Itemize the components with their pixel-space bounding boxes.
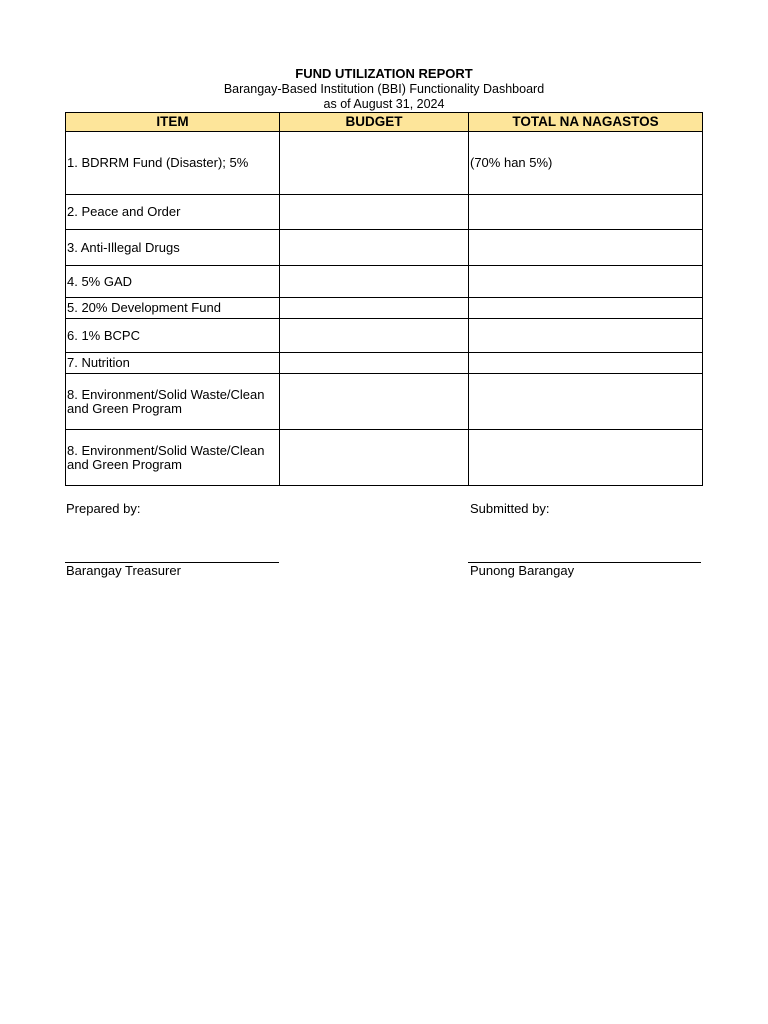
prepared-by-label: Prepared by: <box>66 501 141 516</box>
total-cell <box>469 195 703 230</box>
column-header-budget: BUDGET <box>280 113 469 132</box>
table-header-row <box>66 113 703 132</box>
budget-cell <box>280 230 469 266</box>
total-cell <box>469 353 703 374</box>
item-cell: 6. 1% BCPC <box>66 319 280 353</box>
report-date: as of August 31, 2024 <box>323 97 445 111</box>
budget-cell <box>280 374 469 430</box>
item-cell: 8. Environment/Solid Waste/Clean and Green Program <box>66 430 280 486</box>
item-cell: 3. Anti-Illegal Drugs <box>66 230 280 266</box>
total-cell <box>469 374 703 430</box>
table-row <box>66 374 703 430</box>
budget-cell <box>280 298 469 319</box>
budget-cell <box>280 266 469 298</box>
table-row <box>66 132 703 195</box>
total-cell <box>469 319 703 353</box>
item-cell: 7. Nutrition <box>66 353 280 374</box>
total-cell <box>469 430 703 486</box>
total-cell <box>469 298 703 319</box>
table-row <box>66 319 703 353</box>
item-cell: 2. Peace and Order <box>66 195 280 230</box>
table-row <box>66 266 703 298</box>
submitted-by-label: Submitted by: <box>470 501 550 516</box>
item-cell: 4. 5% GAD <box>66 266 280 298</box>
item-cell: 8. Environment/Solid Waste/Clean and Green Program <box>66 374 280 430</box>
table-row <box>66 230 703 266</box>
budget-cell <box>280 430 469 486</box>
item-cell: 5. 20% Development Fund <box>66 298 280 319</box>
budget-cell <box>280 132 469 195</box>
submitted-role-label: Punong Barangay <box>470 563 575 578</box>
prepared-role-label: Barangay Treasurer <box>66 563 181 578</box>
table-row <box>66 298 703 319</box>
total-cell <box>469 266 703 298</box>
fund-utilization-table <box>65 112 703 486</box>
total-cell <box>469 230 703 266</box>
item-cell: 1. BDRRM Fund (Disaster); 5% <box>66 132 280 195</box>
table-row <box>66 195 703 230</box>
budget-cell <box>280 353 469 374</box>
budget-cell <box>280 195 469 230</box>
column-header-total: TOTAL NA NAGASTOS <box>469 113 703 132</box>
report-title: FUND UTILIZATION REPORT <box>295 66 473 81</box>
column-header-item: ITEM <box>66 113 280 132</box>
total-cell: (70% han 5%) <box>469 132 703 195</box>
table-row <box>66 430 703 486</box>
table-row <box>66 353 703 374</box>
budget-cell <box>280 319 469 353</box>
report-subtitle: Barangay-Based Institution (BBI) Functionality Dashboard <box>223 82 545 96</box>
